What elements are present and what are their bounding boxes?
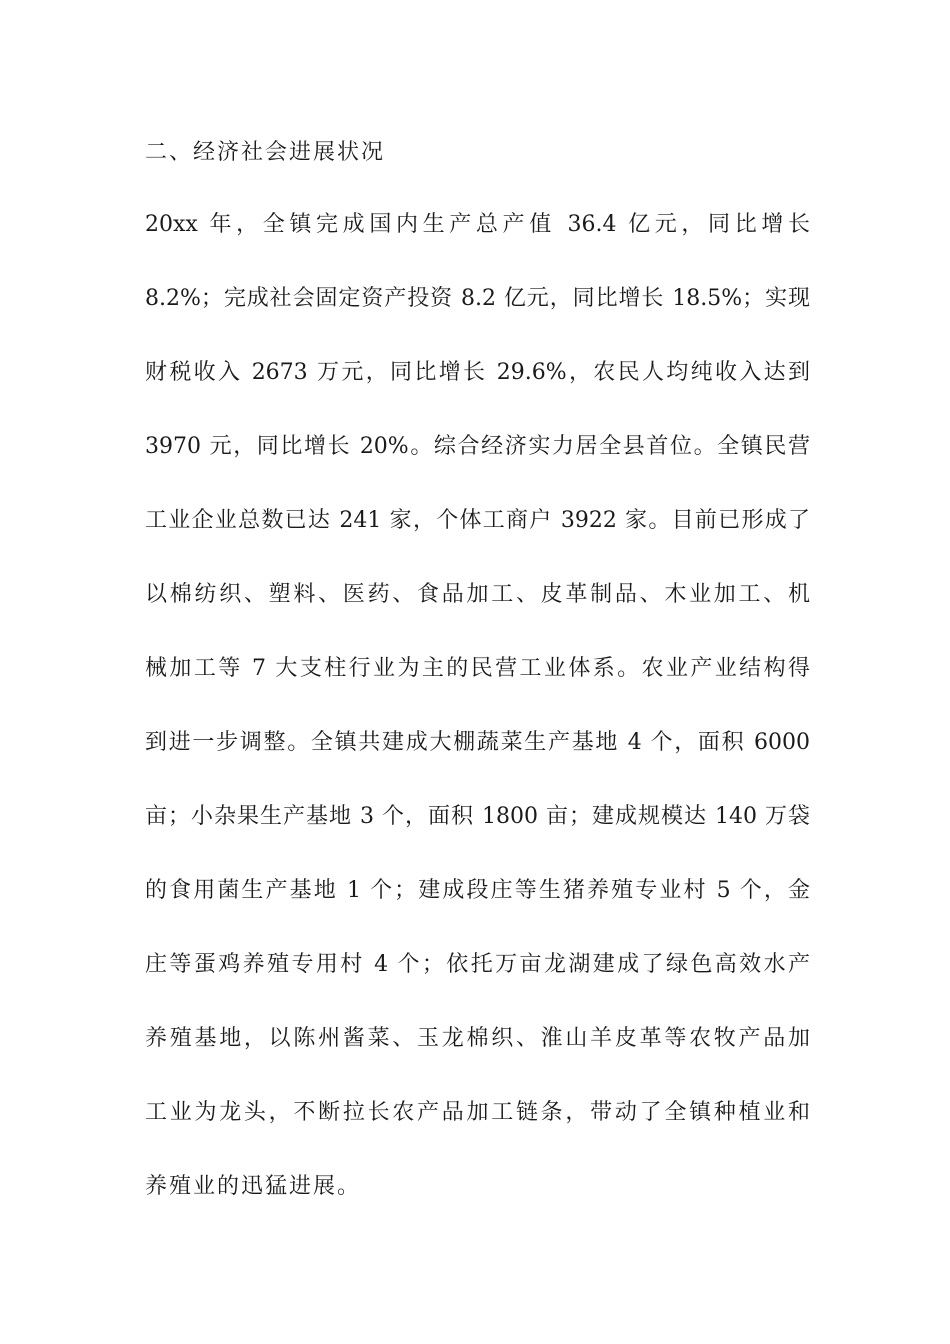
paragraph-line: 20xx 年，全镇完成国内生产总产值 36.4 亿元，同比增长 bbox=[145, 212, 810, 237]
paragraph-line: 3970 元，同比增长 20%。综合经济实力居全县首位。全镇民营 bbox=[145, 434, 810, 459]
paragraph-line: 养殖基地，以陈州酱菜、玉龙棉织、淮山羊皮革等农牧产品加 bbox=[145, 1026, 810, 1051]
paragraph-line: 亩；小杂果生产基地 3 个，面积 1800 亩；建成规模达 140 万袋 bbox=[145, 804, 810, 829]
paragraph-line: 械加工等 7 大支柱行业为主的民营工业体系。农业产业结构得 bbox=[145, 656, 810, 681]
paragraph-line: 工业企业总数已达 241 家，个体工商户 3922 家。目前已形成了 bbox=[145, 508, 810, 533]
paragraph-line: 以棉纺织、塑料、医药、食品加工、皮革制品、木业加工、机 bbox=[145, 582, 810, 607]
paragraph-line: 8.2%；完成社会固定资产投资 8.2 亿元，同比增长 18.5%；实现 bbox=[145, 286, 810, 311]
paragraph-line: 到进一步调整。全镇共建成大棚蔬菜生产基地 4 个，面积 6000 bbox=[145, 730, 810, 755]
body-paragraph bbox=[145, 206, 810, 1242]
paragraph-line: 的食用菌生产基地 1 个；建成段庄等生猪养殖专业村 5 个，金 bbox=[145, 878, 810, 903]
paragraph-line: 财税收入 2673 万元，同比增长 29.6%，农民人均纯收入达到 bbox=[145, 360, 810, 385]
paragraph-line: 养殖业的迅猛进展。 bbox=[145, 1174, 362, 1199]
section-heading: 二、经济社会进展状况 bbox=[145, 140, 386, 165]
paragraph-line: 庄等蛋鸡养殖专用村 4 个；依托万亩龙湖建成了绿色高效水产 bbox=[145, 952, 810, 977]
paragraph-line: 工业为龙头，不断拉长农产品加工链条，带动了全镇种植业和 bbox=[145, 1100, 810, 1125]
